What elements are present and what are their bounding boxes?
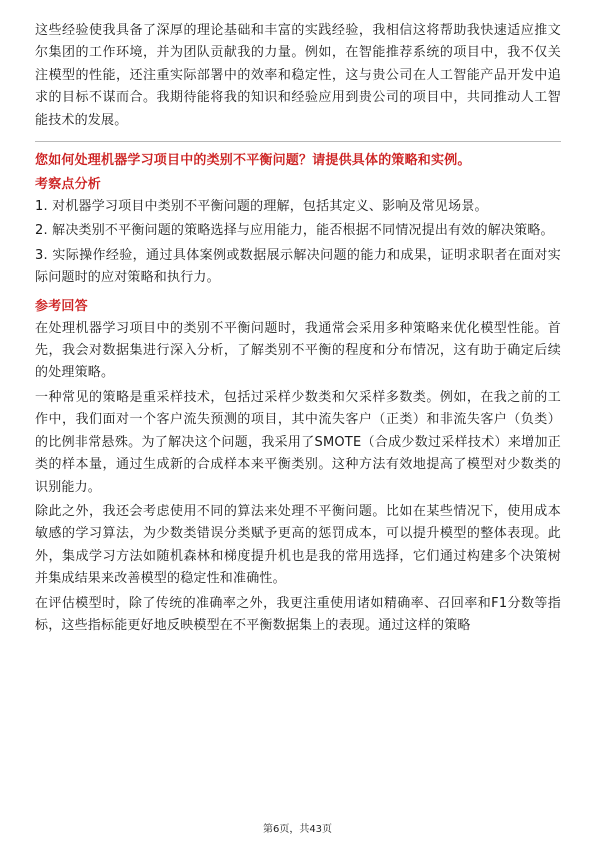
analysis-item: 1. 对机器学习项目中类别不平衡问题的理解，包括其定义、影响及常见场景。	[35, 199, 488, 215]
answer-heading: 参考回答	[35, 298, 88, 314]
intro-paragraph: 这些经验使我具备了深厚的理论基础和丰富的实践经验，我相信这将帮助我快速适应推文尔集团的工作环境，并为团队贡献我的力量。例如，在智能推荐系统的项目中，我不仅关注模型的性能，还注重实际部署中的效率和稳定性，这与贵公司在人工智能产品开发中追求的目标不谋而合。我期待能将我的知识和经验应用到贵公司的项目中，共同推动人工智能技术的发展。	[35, 23, 561, 128]
section-divider	[35, 141, 561, 142]
analysis-item: 2. 解决类别不平衡问题的策略选择与应用能力，能否根据不同情况提出有效的解决策略。	[35, 223, 554, 239]
answer-paragraph: 除此之外，我还会考虑使用不同的算法来处理不平衡问题。比如在某些情况下，使用成本敏感的学习算法，为少数类错误分类赋予更高的惩罚成本，可以提升模型的整体表现。此外，集成学习方法如随机森林和梯度提升机也是我的常用选择，它们通过构建多个决策树并集成结果来改善模型的稳定性和准确性。	[35, 503, 561, 587]
answer-paragraph: 一种常见的策略是重采样技术，包括过采样少数类和欠采样多数类。例如，在我之前的工作中，我们面对一个客户流失预测的项目，其中流失客户（正类）和非流失客户（负类）的比例非常悬殊。为了解决这个问题，我采用了SMOTE（合成少数过采样技术）来增加正类的样本量，通过生成新的合成样本来平衡类别。这种方法有效地提高了模型对少数类的识别能力。	[35, 389, 561, 495]
interview-question: 您如何处理机器学习项目中的类别不平衡问题？请提供具体的策略和实例。	[35, 153, 471, 169]
analysis-heading: 考察点分析	[35, 177, 102, 193]
answer-paragraph: 在评估模型时，除了传统的准确率之外，我更注重使用诸如精确率、召回率和F1分数等指标，这些指标能更好地反映模型在不平衡数据集上的表现。通过这样的策略	[35, 595, 561, 633]
page-content	[35, 20, 561, 637]
answer-paragraph: 在处理机器学习项目中的类别不平衡问题时，我通常会采用多种策略来优化模型性能。首先，我会对数据集进行深入分析，了解类别不平衡的程度和分布情况，这有助于确定后续的处理策略。	[35, 320, 561, 381]
analysis-item: 3. 实际操作经验，通过具体案例或数据展示解决问题的能力和成果，证明求职者在面对实际问题时的应对策略和执行力。	[35, 247, 561, 286]
page-footer: 第6页，共43页	[262, 824, 333, 835]
